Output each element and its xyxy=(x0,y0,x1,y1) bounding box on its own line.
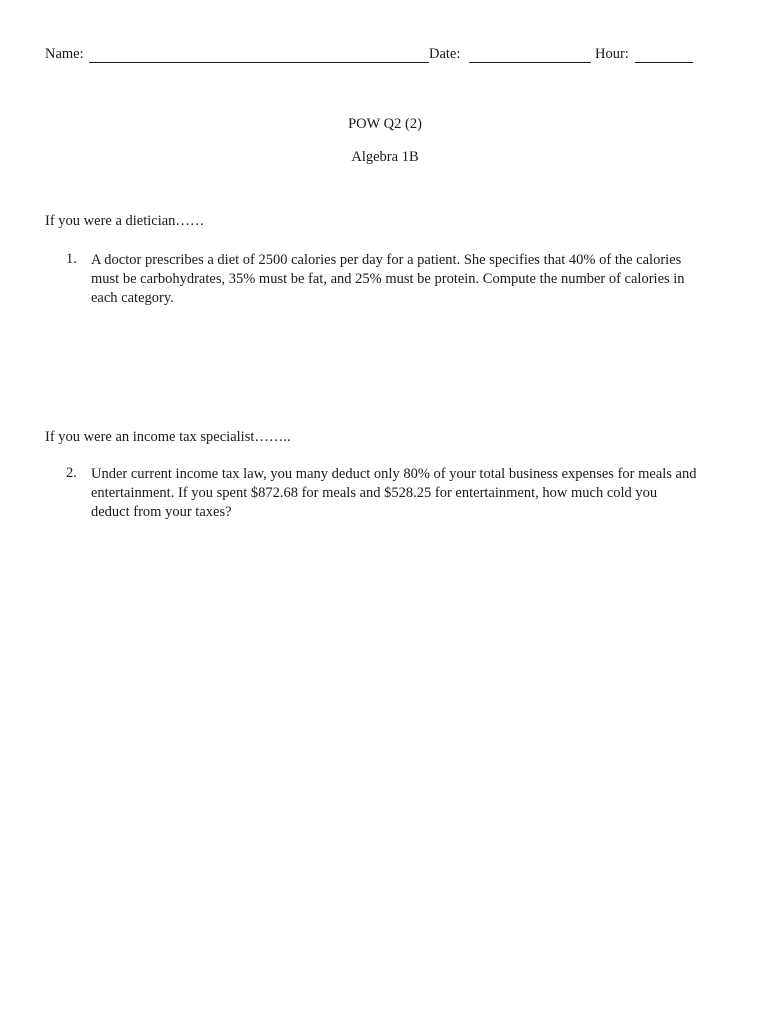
header-fields xyxy=(45,46,705,66)
hour-blank-line xyxy=(635,62,693,63)
worksheet-title: POW Q2 (2) xyxy=(348,116,422,132)
problem-line: deduct from your taxes? xyxy=(91,504,232,520)
date-label: Date: xyxy=(429,46,461,62)
date-blank-line xyxy=(469,62,591,63)
problem-text xyxy=(91,251,726,308)
problem-line: each category. xyxy=(91,290,174,306)
problem-number: 2. xyxy=(66,465,77,481)
hour-label: Hour: xyxy=(595,46,629,62)
name-blank-line xyxy=(89,62,429,63)
problem-line: must be carbohydrates, 35% must be fat, and 25% must be protein. Compute the number of calories in xyxy=(91,271,685,287)
section-intro-dietician: If you were a dietician…… xyxy=(45,213,205,229)
name-label: Name: xyxy=(45,46,84,62)
problem-number: 1. xyxy=(66,251,77,267)
problem-line: entertainment. If you spent $872.68 for meals and $528.25 for entertainment, how much cold you xyxy=(91,485,658,501)
problem-text xyxy=(91,465,726,522)
section-intro-tax-specialist: If you were an income tax specialist…….. xyxy=(45,429,291,445)
problem-line: A doctor prescribes a diet of 2500 calories per day for a patient. She specifies that 40% of the calories xyxy=(91,252,682,268)
worksheet-subtitle: Algebra 1B xyxy=(351,149,419,165)
problem-line: Under current income tax law, you many deduct only 80% of your total business expenses for meals and xyxy=(91,466,697,482)
